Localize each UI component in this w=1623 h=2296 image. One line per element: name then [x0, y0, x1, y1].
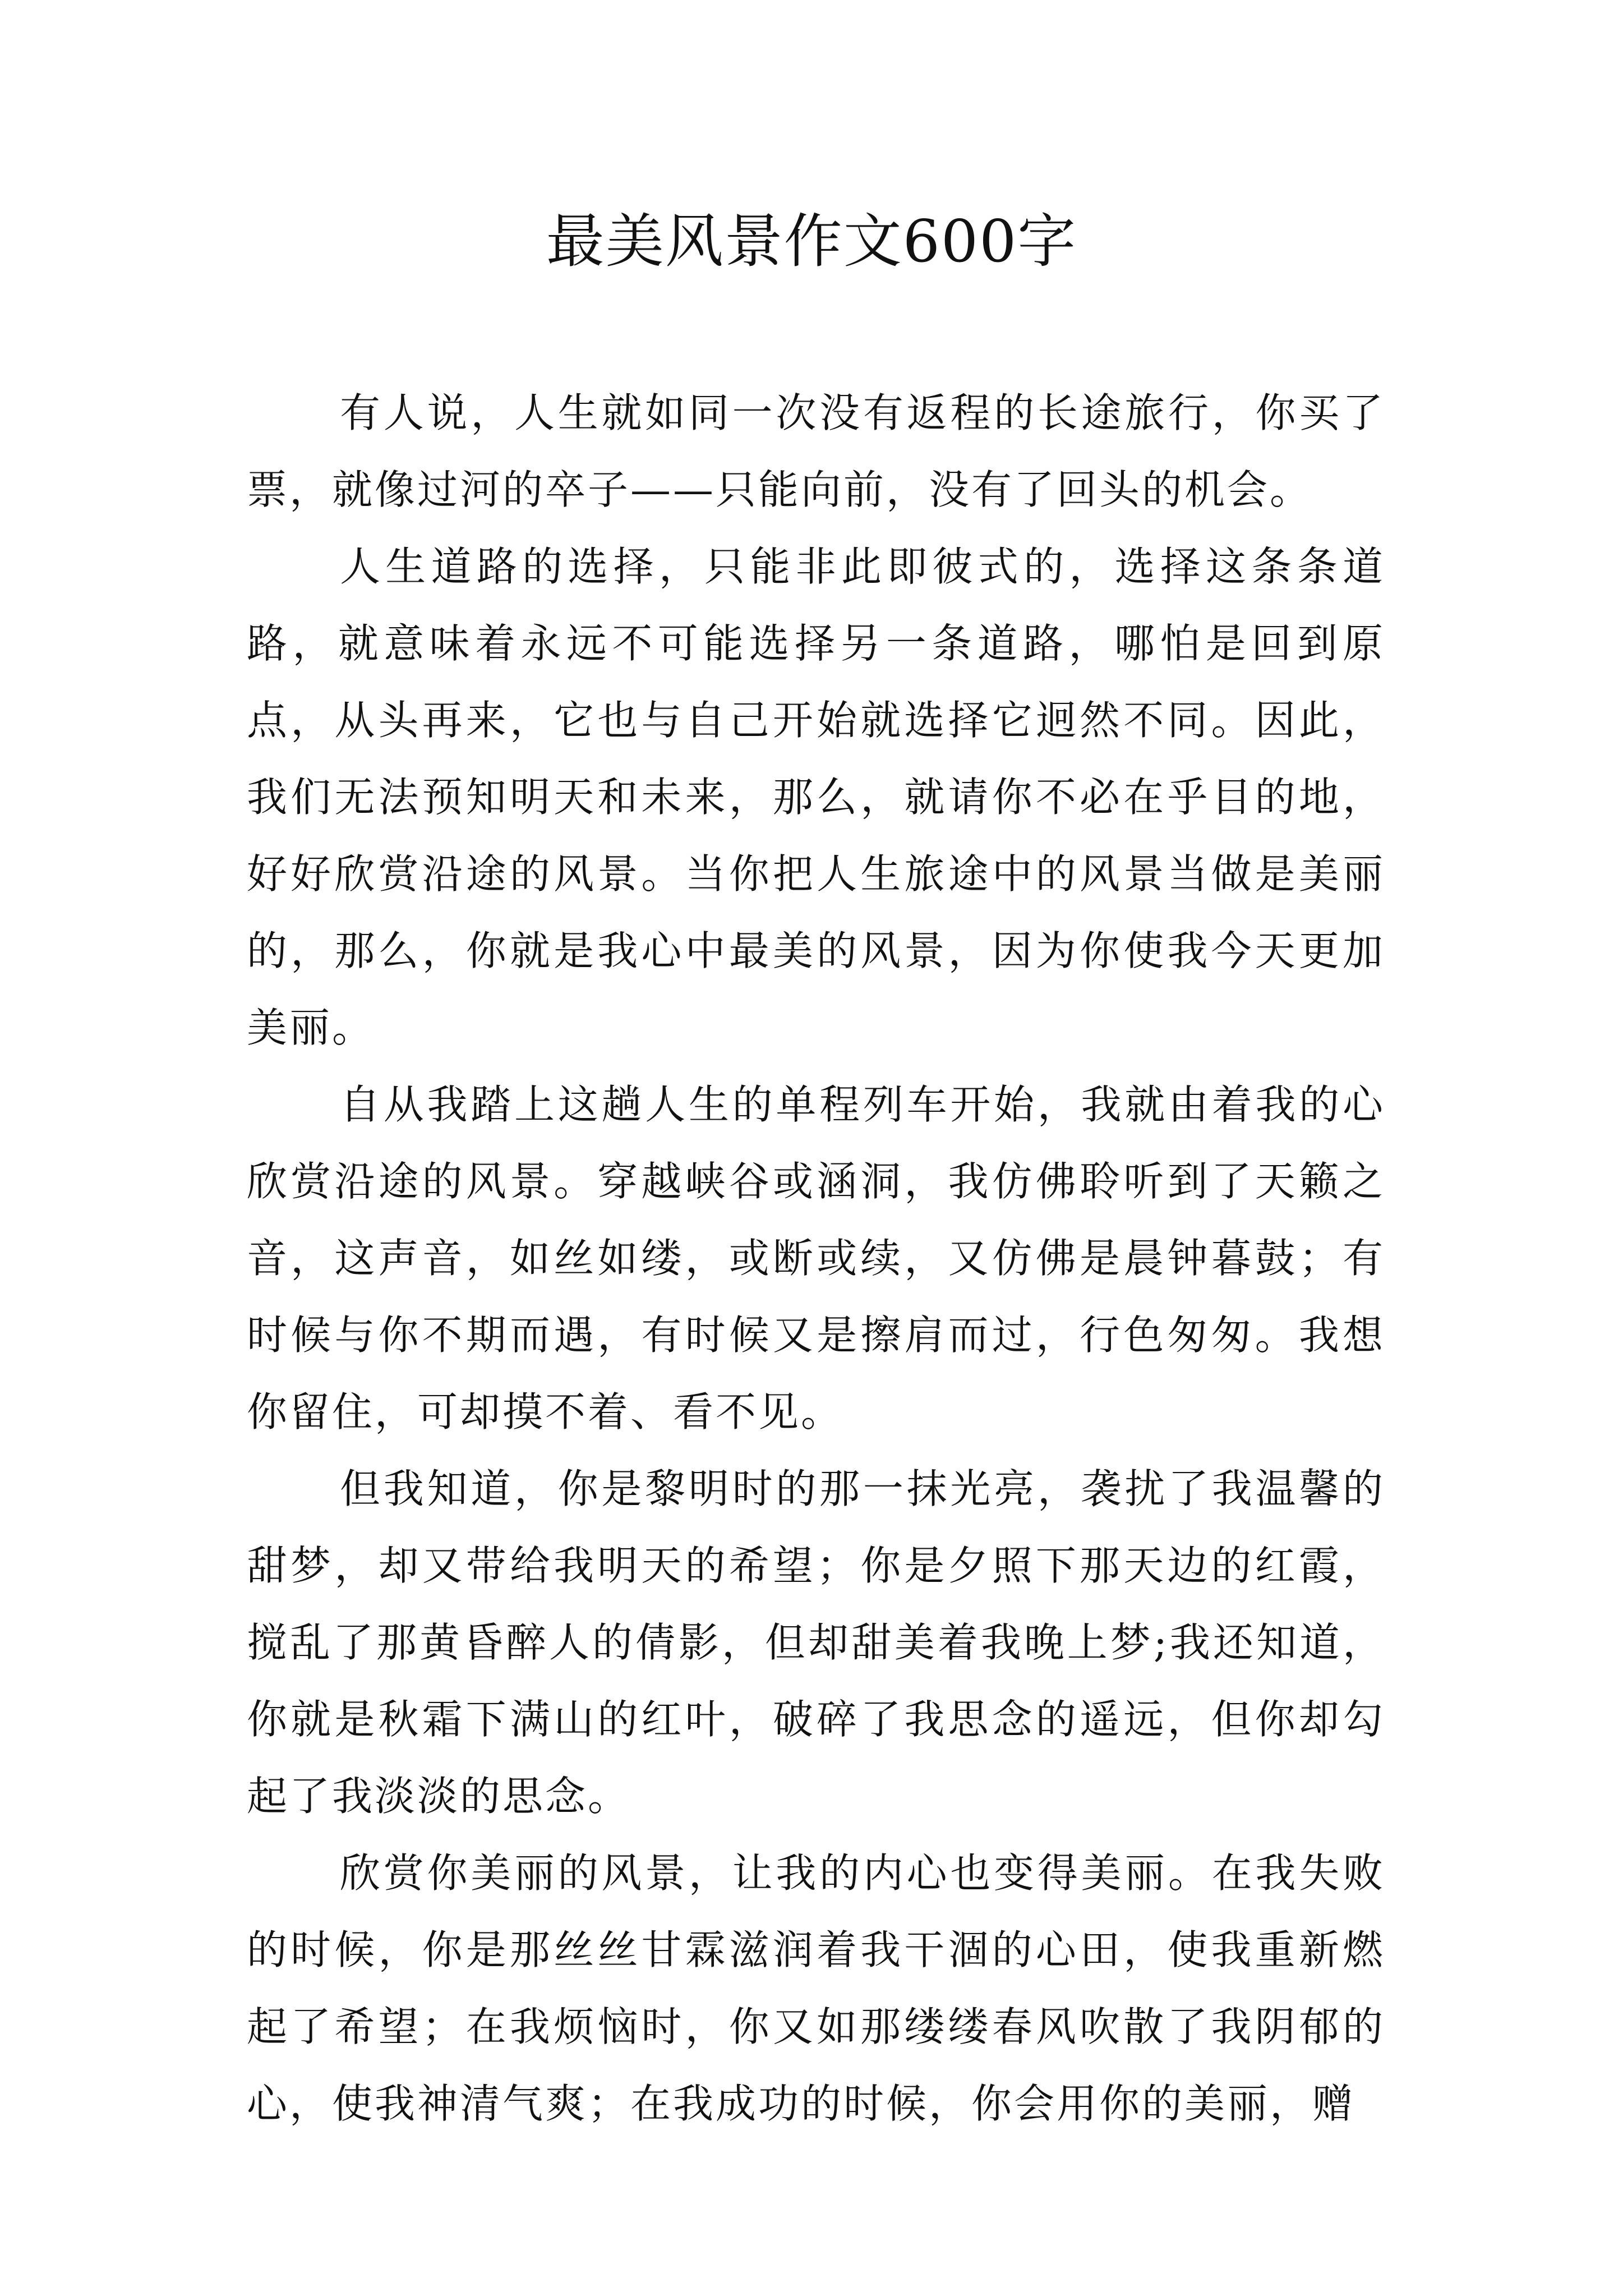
- page-title: 最美风景作文600字: [546, 207, 1077, 275]
- paragraph-4: 但我知道，你是黎明时的那一抹光亮，袭扰了我温馨的甜梦，却又带给我明天的希望；你是夕照下那天边的红霞，搅乱了那黄昏醉人的倩影，但却甜美着我晚上梦;我还知道，你就是秋霜下满山的红叶，破碎了我思念的遥远，但你却勾起了我淡淡的思念。: [247, 1465, 1385, 1820]
- paragraph-3: 自从我踏上这趟人生的单程列车开始，我就由着我的心欣赏沿途的风景。穿越峡谷或涵洞，我仿佛聆听到了天籁之音，这声音，如丝如缕，或断或续，又仿佛是晨钟暮鼓；有时候与你不期而遇，有时候又是擦肩而过，行色匆匆。我想你留住，可却摸不着、看不见。: [247, 1081, 1385, 1435]
- article-body: [247, 375, 1385, 2142]
- paragraph-2: 人生道路的选择，只能非此即彼式的，选择这条条道路，就意味着永远不可能选择另一条道路，哪怕是回到原点，从头再来，它也与自己开始就选择它迥然不同。因此，我们无法预知明天和未来，那么，就请你不必在乎目的地，好好欣赏沿途的风景。当你把人生旅途中的风景当做是美丽的，那么，你就是我心中最美的风景，因为你使我今天更加美丽。: [247, 543, 1385, 1051]
- paragraph-5: 欣赏你美丽的风景，让我的内心也变得美丽。在我失败的时候，你是那丝丝甘霖滋润着我干涸的心田，使我重新燃起了希望；在我烦恼时，你又如那缕缕春风吹散了我阴郁的心，使我神清气爽；在我成功的时候，你会用你的美丽，赠: [247, 1849, 1385, 2127]
- paragraph-1: 有人说，人生就如同一次没有返程的长途旅行，你买了票，就像过河的卒子——只能向前，没有了回头的机会。: [247, 389, 1385, 513]
